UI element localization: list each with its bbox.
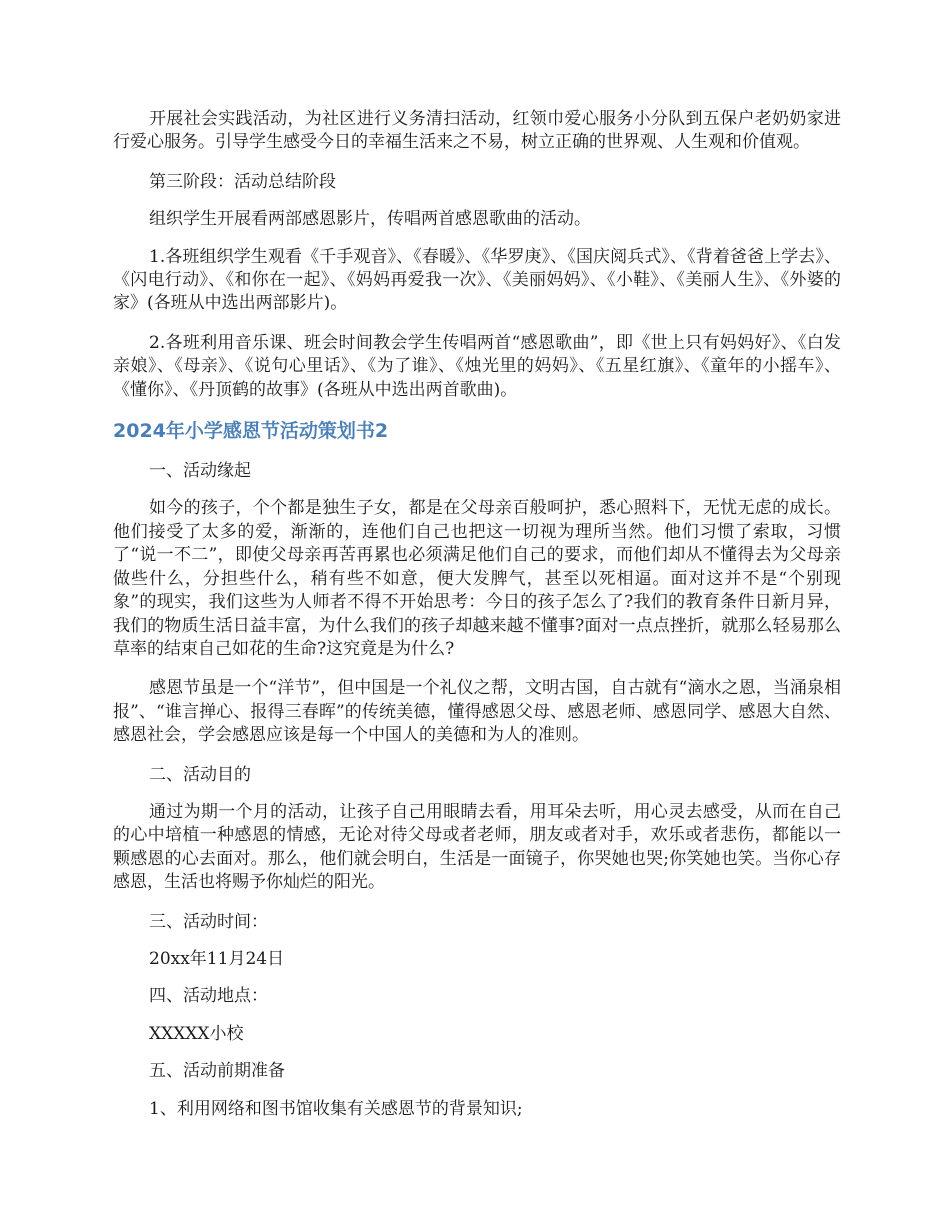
paragraph-preparation-item-1: 1、利用网络和图书馆收集有关感恩节的背景知识;	[149, 1098, 523, 1119]
paragraph-location-value: XXXXX小校	[149, 1023, 244, 1044]
paragraph-organize-films-songs: 组织学生开展看两部感恩影片，传唱两首感恩歌曲的活动。	[149, 209, 591, 230]
section-heading: 2024年小学感恩节活动策划书2	[113, 420, 389, 443]
paragraph-time-title: 三、活动时间：	[149, 911, 268, 932]
paragraph-thanksgiving-body: 感恩节虽是一个“洋节”，但中国是一个礼仪之帮，文明古国，自古就有“滴水之恩，当涌泉相报”、“谁言掸心、报得三春晖”的传统美德，懂得感恩父母、感恩老师、感恩同学、感恩大自然、感恩社会，学会感恩应该是每一个中国人的美德和为人的准则。	[113, 678, 841, 746]
paragraph-social-practice: 开展社会实践活动，为社区进行义务清扫活动，红领巾爱心服务小分队到五保户老奶奶家进行爱心服务。引导学生感受今日的幸福生活来之不易，树立正确的世界观、人生观和价值观。	[113, 109, 841, 153]
paragraph-origin-body: 如今的孩子，个个都是独生子女，都是在父母亲百般呵护，悉心照料下，无忧无虑的成长。他们接受了太多的爱，渐渐的，连他们自己也把这一切视为理所当然。他们习惯了索取，习惯了“说一不二”，即使父母亲再苦再累也必须满足他们自己的要求，而他们却从不懂得去为父母亲做些什么，分担些什么，稍有些不如意，便大发脾气，甚至以死相逼。面对这并不是“个别现象”的现实，我们这些为人师者不得不开始思考：今日的孩子怎么了?我们的教育条件日新月异，我们的物质生活日益丰富，为什么我们的孩子却越来越不懂事?面对一点点挫折，就那么轻易那么草率的结束自己如花的生命?这究竟是为什么?	[113, 498, 841, 659]
paragraph-stage-three: 第三阶段：活动总结阶段	[149, 171, 336, 192]
paragraph-preparation-title: 五、活动前期准备	[149, 1061, 285, 1082]
document-page	[113, 108, 841, 1135]
paragraph-film-list: 1.各班组织学生观看《千手观音》、《春暖》、《华罗庚》、《国庆阅兵式》、《背着爸爸上学去》、《闪电行动》、《和你在一起》、《妈妈再爱我一次》、《美丽妈妈》、《小鞋》、《美丽人生》、《外婆的家》(各班从中选出两部影片)。	[113, 246, 841, 314]
paragraph-time-value: 20xx年11月24日	[149, 948, 285, 969]
paragraph-location-title: 四、活动地点：	[149, 986, 268, 1007]
paragraph-purpose-title: 二、活动目的	[149, 764, 251, 785]
paragraph-song-list: 2.各班利用音乐课、班会时间教会学生传唱两首“感恩歌曲”，即《世上只有妈妈好》、《白发亲娘》、《母亲》、《说句心里话》、《为了谁》、《烛光里的妈妈》、《五星红旗》、《童年的小摇车》、《懂你》、《丹顶鹤的故事》(各班从中选出两首歌曲)。	[113, 332, 841, 400]
paragraph-purpose-body: 通过为期一个月的活动，让孩子自己用眼睛去看，用耳朵去听，用心灵去感受，从而在自己的心中培植一种感恩的情感，无论对待父母或者老师，朋友或者对手，欢乐或者悲伤，都能以一颗感恩的心去面对。那么，他们就会明白，生活是一面镜子，你哭她也哭;你笑她也笑。当你心存感恩，生活也将赐予你灿烂的阳光。	[113, 801, 841, 893]
paragraph-origin-title: 一、活动缘起	[149, 461, 251, 482]
